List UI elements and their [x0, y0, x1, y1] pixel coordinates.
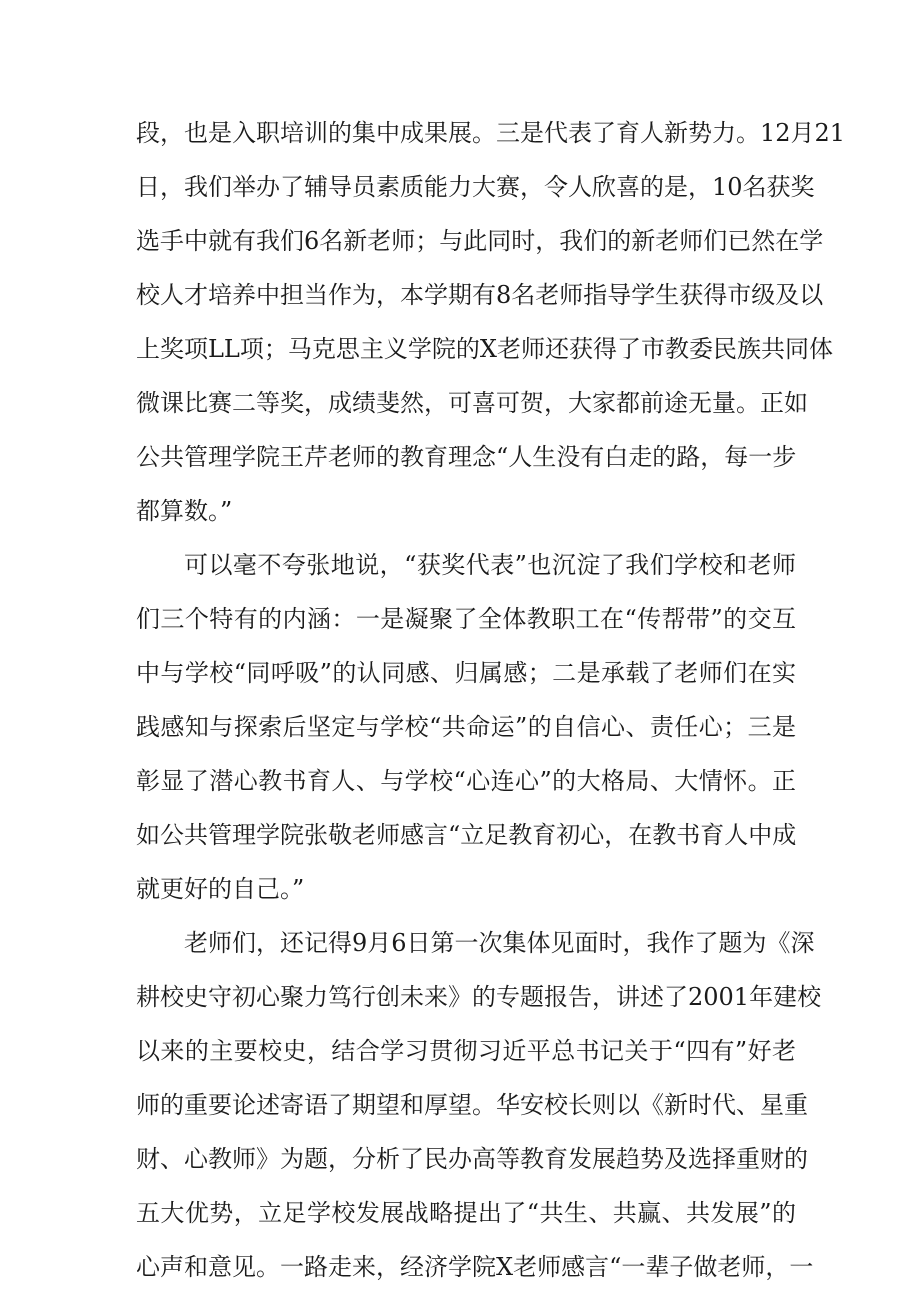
text-line: 老师们，还记得9月6日第一次集体见面时，我作了题为《深	[184, 929, 815, 957]
text-line: 以来的主要校史，结合学习贯彻习近平总书记关于“四有”好老	[136, 1037, 796, 1065]
text-line: 段，也是入职培训的集中成果展。三是代表了育人新势力。12月21	[136, 119, 846, 147]
text-line: 师的重要论述寄语了期望和厚望。华安校长则以《新时代、星重	[136, 1091, 808, 1119]
text-line: 财、心教师》为题，分析了民办高等教育发展趋势及选择重财的	[136, 1145, 808, 1173]
text-line: 上奖项LL项；马克思主义学院的X老师还获得了市教委民族共同体	[136, 335, 833, 363]
text-line: 践感知与探索后坚定与学校“共命运”的自信心、责任心；三是	[136, 713, 796, 741]
text-line: 都算数。”	[136, 497, 233, 525]
text-line: 彰显了潜心教书育人、与学校“心连心”的大格局、大情怀。正	[136, 767, 796, 795]
text-line: 日，我们举办了辅导员素质能力大赛，令人欣喜的是，10名获奖	[136, 173, 815, 201]
text-line: 耕校史守初心聚力笃行创未来》的专题报告，讲述了2001年建校	[136, 983, 822, 1011]
text-line: 心声和意见。一路走来，经济学院X老师感言“一辈子做老师，一	[136, 1253, 814, 1281]
text-line: 选手中就有我们6名新老师；与此同时，我们的新老师们已然在学	[136, 227, 824, 255]
text-line: 五大优势，立足学校发展战略提出了“共生、共赢、共发展”的	[136, 1199, 796, 1227]
text-line: 校人才培养中担当作为，本学期有8名老师指导学生获得市级及以	[136, 281, 824, 309]
text-line: 如公共管理学院张敬老师感言“立足教育初心，在教书育人中成	[136, 821, 797, 849]
text-line: 可以毫不夸张地说，“获奖代表”也沉淀了我们学校和老师	[184, 551, 796, 579]
text-line: 微课比赛二等奖，成绩斐然，可喜可贺，大家都前途无量。正如	[136, 389, 808, 417]
text-line: 中与学校“同呼吸”的认同感、归属感；二是承载了老师们在实	[136, 659, 796, 687]
text-line: 就更好的自己。”	[136, 875, 305, 903]
text-line: 们三个特有的内涵：一是凝聚了全体教职工在“传帮带”的交互	[136, 605, 796, 633]
text-line: 公共管理学院王芹老师的教育理念“人生没有白走的路，每一步	[136, 443, 797, 471]
